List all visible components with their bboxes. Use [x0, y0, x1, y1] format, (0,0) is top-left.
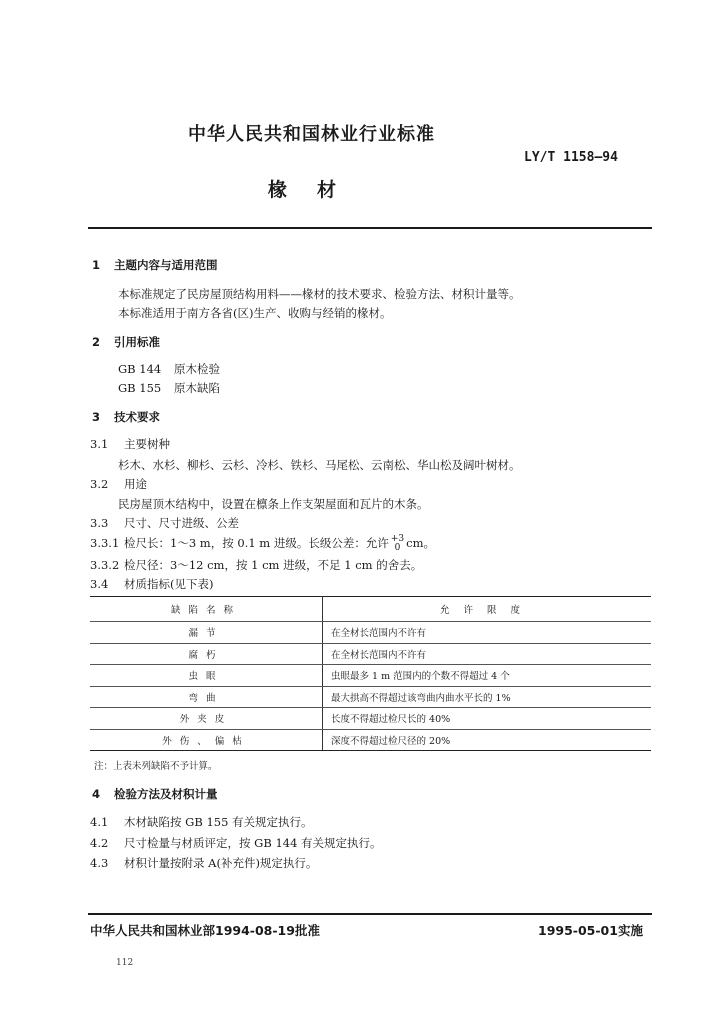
- table-row: [90, 665, 651, 687]
- reference-name: 原木检验: [174, 362, 220, 376]
- section-4-heading: [92, 786, 218, 802]
- subsection-title: 尺寸、尺寸进级、公差: [124, 516, 239, 530]
- section-title: 检验方法及材积计量: [114, 787, 218, 801]
- implementation-date: 1995-05-01实施: [538, 923, 643, 938]
- defect-limit: 长度不得超过检尺长的 40%: [323, 708, 652, 730]
- table-row: [90, 708, 651, 730]
- subsection-text: 尺寸检量与材质评定，按 GB 144 有关规定执行。: [124, 836, 382, 850]
- section-1-paragraph-2: 本标准适用于南方各省(区)生产、收购与经销的椽材。: [118, 306, 392, 320]
- table-row: [90, 686, 651, 708]
- subsection-3-2-heading: [90, 476, 147, 492]
- defect-name: 虫眼: [90, 665, 323, 687]
- defect-limit: 深度不得超过检尺径的 20%: [323, 729, 652, 751]
- defect-name: 外伤、偏枯: [90, 729, 323, 751]
- table-row: [90, 729, 651, 751]
- subsection-4-1: [90, 814, 313, 830]
- standard-code: LY/T 1158—94: [524, 150, 618, 165]
- subsection-3-1-text: 杉木、水杉、柳杉、云杉、冷杉、铁杉、马尾松、云南松、华山松及阔叶树材。: [118, 458, 521, 472]
- subsection-number: 4.3: [90, 856, 109, 870]
- subsection-3-3-1: [90, 535, 435, 553]
- subsection-number: 3.2: [90, 477, 109, 491]
- reference-code: GB 155: [118, 381, 162, 395]
- defect-name: 弯曲: [90, 686, 323, 708]
- subsection-3-2-text: 民房屋顶木结构中，设置在檩条上作支架屋面和瓦片的木条。: [118, 497, 429, 511]
- section-1-paragraph-1: 本标准规定了民房屋顶结构用料——椽材的技术要求、检验方法、材积计量等。: [118, 287, 521, 301]
- document-title: 椽材: [268, 179, 367, 201]
- tolerance-plus: +3: [390, 534, 405, 544]
- reference-code: GB 144: [118, 362, 162, 376]
- subsection-title: 主要树种: [124, 437, 170, 451]
- section-3-heading: [92, 409, 160, 425]
- subsection-4-3: [90, 855, 317, 871]
- reference-item: [118, 361, 220, 377]
- subsection-number: 3.1: [90, 437, 109, 451]
- subsection-number: 3.4: [90, 577, 109, 591]
- standard-title: 中华人民共和国林业行业标准: [188, 124, 435, 145]
- table-row: [90, 643, 651, 665]
- page-number: 112: [116, 958, 134, 968]
- approval-line: 中华人民共和国林业部1994-08-19批准: [90, 923, 320, 938]
- bottom-divider: [88, 913, 652, 915]
- defect-limit: 在全材长范围内不许有: [323, 622, 652, 644]
- subsection-number: 4.1: [90, 815, 109, 829]
- table-note: 注：上表未列缺陷不予计算。: [94, 761, 218, 772]
- top-divider: [88, 227, 652, 229]
- column-header-defect: 缺陷名称: [90, 597, 323, 622]
- section-number: 3: [92, 410, 101, 424]
- diameter-spec-text: 检尺径：3～12 cm，按 1 cm 进级，不足 1 cm 的舍去。: [124, 558, 423, 572]
- length-tolerance: [391, 535, 404, 553]
- subsection-number: 4.2: [90, 836, 109, 850]
- defect-name: 外夹皮: [90, 708, 323, 730]
- section-title: 技术要求: [114, 410, 160, 424]
- defect-limit: 在全材长范围内不许有: [323, 643, 652, 665]
- section-number: 4: [92, 787, 101, 801]
- subsection-3-1-heading: [90, 436, 170, 452]
- section-1-heading: [92, 257, 218, 273]
- subsection-text: 木材缺陷按 GB 155 有关规定执行。: [124, 815, 313, 829]
- subsection-3-3-2: [90, 557, 422, 573]
- subsection-title: 材质指标(见下表): [124, 577, 214, 591]
- reference-item: [118, 380, 220, 396]
- section-title: 引用标准: [114, 335, 160, 349]
- section-number: 2: [92, 335, 101, 349]
- defect-name: 腐朽: [90, 643, 323, 665]
- defect-name: 漏节: [90, 622, 323, 644]
- subsection-number: 3.3.2: [90, 558, 120, 572]
- reference-name: 原木缺陷: [174, 381, 220, 395]
- subsection-number: 3.3: [90, 516, 109, 530]
- table-header-row: [90, 597, 651, 622]
- subsection-number: 3.3.1: [90, 536, 120, 550]
- length-spec-text: 检尺长：1～3 m，按 0.1 m 进级。长级公差：允许: [124, 536, 389, 550]
- subsection-4-2: [90, 835, 382, 851]
- section-number: 1: [92, 258, 101, 272]
- section-2-heading: [92, 334, 160, 350]
- defect-limit: 最大拱高不得超过该弯曲内曲水平长的 1%: [323, 686, 652, 708]
- subsection-text: 材积计量按附录 A(补充件)规定执行。: [124, 856, 318, 870]
- table-row: [90, 622, 651, 644]
- tolerance-minus: 0: [394, 543, 401, 553]
- defect-limit: 虫眼最多 1 m 范围内的个数不得超过 4 个: [323, 665, 652, 687]
- quality-index-table: [90, 596, 651, 751]
- subsection-3-3-heading: [90, 515, 239, 531]
- subsection-title: 用途: [124, 477, 147, 491]
- length-spec-unit: cm。: [406, 536, 435, 550]
- section-title: 主题内容与适用范围: [114, 258, 218, 272]
- column-header-limit: 允许限度: [323, 597, 652, 622]
- subsection-3-4-heading: [90, 576, 213, 592]
